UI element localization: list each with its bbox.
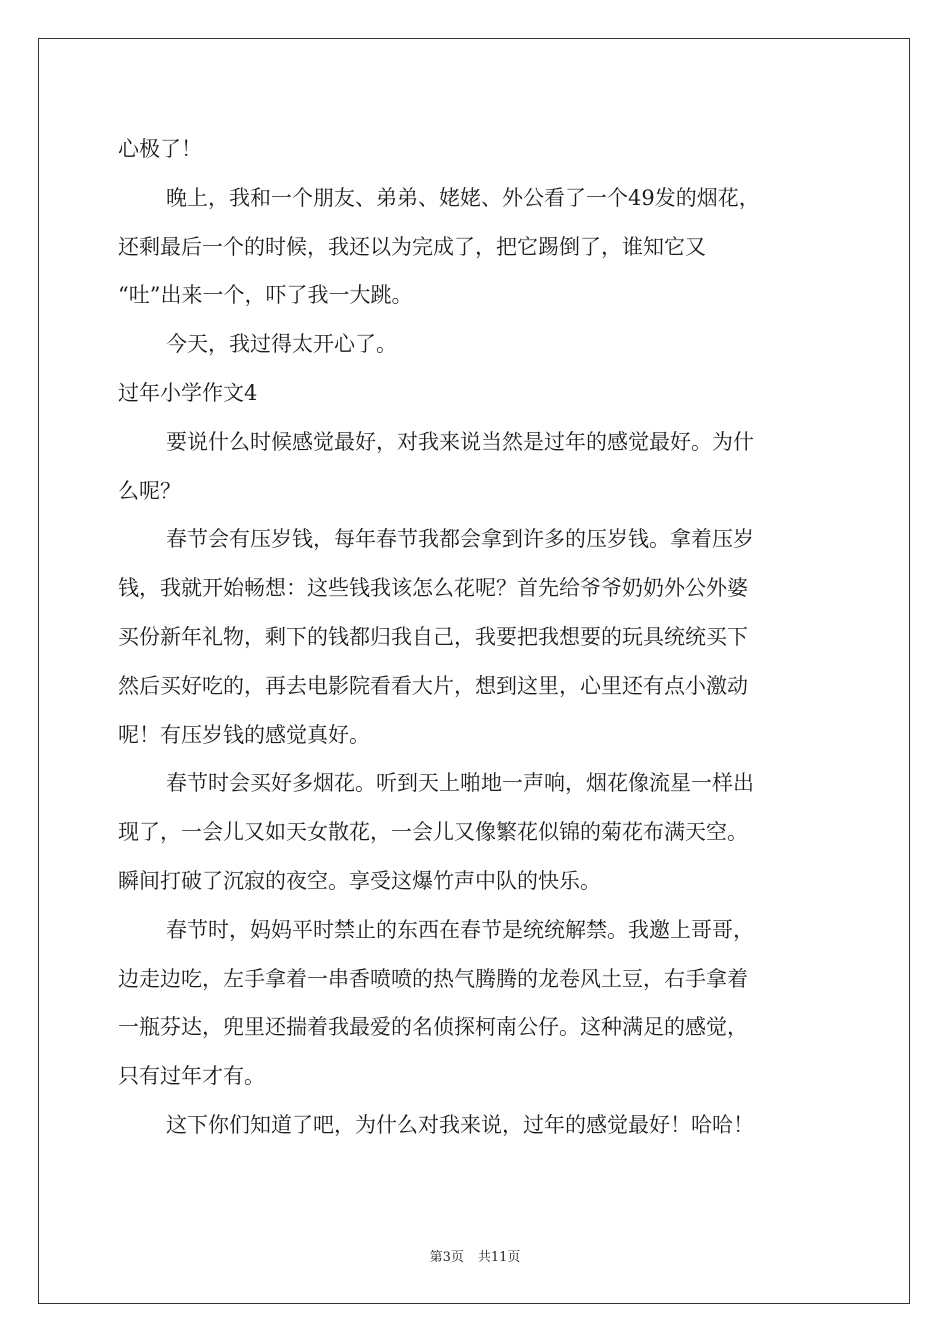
text-line: 春节会有压岁钱，每年春节我都会拿到许多的压岁钱。拿着压岁: [166, 527, 754, 552]
text-line: 春节时会买好多烟花。听到天上啪地一声响，烟花像流星一样出: [166, 771, 754, 796]
text-line: 春节时，妈妈平时禁止的东西在春节是统统解禁。我邀上哥哥，: [166, 917, 754, 942]
section-heading: 过年小学作文4: [118, 380, 258, 405]
text-line: 这下你们知道了吧，为什么对我来说，过年的感觉最好！哈哈！: [166, 1112, 754, 1137]
page-footer: [0, 1246, 950, 1265]
text-line: 还剩最后一个的时候，我还以为完成了，把它踢倒了，谁知它又: [118, 234, 706, 259]
text-line: 晚上，我和一个朋友、弟弟、姥姥、外公看了一个49发的烟花，: [166, 185, 760, 210]
text-line: 边走边吃，左手拿着一串香喷喷的热气腾腾的龙卷风土豆，右手拿着: [118, 966, 748, 991]
text-line: 今天，我过得太开心了。: [166, 332, 397, 357]
text-line: 钱，我就开始畅想：这些钱我该怎么花呢？首先给爷爷奶奶外公外婆: [118, 576, 748, 601]
text-line: 然后买好吃的，再去电影院看看大片，想到这里，心里还有点小激动: [118, 673, 748, 698]
text-line: “吐”出来一个，吓了我一大跳。: [118, 283, 413, 308]
page-total: 共11页: [477, 1250, 521, 1265]
document-body: [118, 125, 848, 1150]
text-line: 心极了！: [118, 137, 202, 161]
text-line: 要说什么时候感觉最好，对我来说当然是过年的感觉最好。为什: [166, 429, 754, 454]
text-line: 只有过年才有。: [118, 1064, 265, 1089]
page-number: 第3页: [429, 1250, 464, 1265]
text-line: 呢！有压岁钱的感觉真好。: [118, 722, 370, 747]
text-line: 现了，一会儿又如天女散花，一会儿又像繁花似锦的菊花布满天空。: [118, 820, 748, 845]
text-line: 么呢？: [118, 478, 181, 503]
text-line: 买份新年礼物，剩下的钱都归我自己，我要把我想要的玩具统统买下: [118, 624, 748, 649]
text-line: 瞬间打破了沉寂的夜空。享受这爆竹声中队的快乐。: [118, 868, 601, 893]
text-line: 一瓶芬达，兜里还揣着我最爱的名侦探柯南公仔。这种满足的感觉，: [118, 1015, 748, 1040]
